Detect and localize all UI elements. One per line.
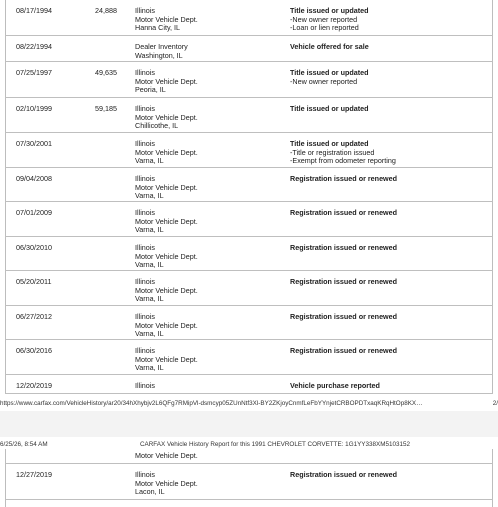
record-source	[135, 244, 198, 270]
table-row	[5, 98, 493, 133]
source-line: Motor Vehicle Dept.	[135, 182, 198, 192]
record-comments	[290, 105, 369, 114]
record-source	[135, 382, 155, 391]
record-comments	[290, 175, 397, 184]
record-date: 12/20/2019	[16, 381, 52, 390]
comment-title: Title issued or updated	[290, 104, 369, 113]
continuation-source: Motor Vehicle Dept.	[135, 451, 198, 460]
source-line: Varna, IL	[135, 363, 164, 373]
report-title: CARFAX Vehicle History Report for this 1991 CHEVROLET CORVETTE: 1G1YY338XM5103152	[140, 441, 410, 448]
table-row	[5, 464, 493, 500]
source-line: Illinois	[135, 312, 155, 321]
source-line: Chillicothe, IL	[135, 121, 179, 131]
source-line: Illinois	[135, 381, 155, 390]
record-odometer: 49,635	[95, 68, 117, 77]
table-row	[5, 168, 493, 202]
table-row	[5, 36, 493, 62]
record-source	[135, 209, 198, 235]
source-line: Motor Vehicle Dept.	[135, 216, 198, 226]
record-comments	[290, 209, 397, 218]
comment-title: Registration issued or renewed	[290, 470, 398, 479]
print-header	[0, 437, 498, 449]
table-row	[5, 237, 493, 271]
source-line: Motor Vehicle Dept.	[135, 320, 198, 330]
print-timestamp: 6/25/26, 8:54 AM	[0, 441, 48, 448]
source-line: Washington, IL	[135, 50, 183, 60]
source-line: Dealer Inventory	[135, 42, 188, 51]
table-row	[5, 340, 493, 375]
record-date: 07/01/2009	[16, 208, 52, 217]
record-date: 07/30/2001	[16, 139, 52, 148]
footer-page-number: 2/	[492, 400, 498, 407]
source-line: Illinois	[135, 243, 155, 252]
record-date: 08/22/1994	[16, 42, 52, 51]
comment-item: -New owner reported	[290, 76, 358, 86]
record-date: 09/04/2008	[16, 174, 52, 183]
comment-item: -Title or registration issued	[290, 147, 375, 157]
source-line: Varna, IL	[135, 329, 164, 339]
comment-title: Title issued or updated	[290, 6, 369, 15]
record-source	[135, 471, 198, 497]
record-source	[135, 105, 198, 131]
continuation-row	[5, 449, 493, 464]
source-line: Motor Vehicle Dept.	[135, 478, 198, 488]
source-line: Peoria, IL	[135, 85, 166, 95]
record-source	[135, 69, 198, 95]
record-source	[135, 43, 188, 60]
record-comments	[290, 69, 369, 86]
source-line: Illinois	[135, 346, 155, 355]
comment-title: Registration issued or renewed	[290, 277, 398, 286]
record-date: 02/10/1999	[16, 104, 52, 113]
source-line: Illinois	[135, 68, 155, 77]
footer-url[interactable]: https://www.carfax.com/VehicleHistory/ar20/34hXhybjv2L6QFg7RMipVl-dsmcyp05ZUnNtf3Xl-BY2ZKjoyCnmfLeFbYYnjetCRBOPDTxaqKRqHtOp8KX…	[0, 400, 423, 407]
source-line: Hanna City, IL	[135, 23, 181, 33]
comment-item: -Loan or lien reported	[290, 23, 359, 33]
comment-title: Registration issued or renewed	[290, 208, 398, 217]
comment-title: Title issued or updated	[290, 68, 369, 77]
record-source	[135, 7, 198, 33]
source-line: Motor Vehicle Dept.	[135, 251, 198, 261]
source-line: Illinois	[135, 470, 155, 479]
source-line: Varna, IL	[135, 260, 164, 270]
table-row	[5, 271, 493, 306]
record-odometer: 59,185	[95, 104, 117, 113]
source-line: Varna, IL	[135, 156, 164, 166]
comment-title: Registration issued or renewed	[290, 312, 398, 321]
record-source	[135, 140, 198, 166]
record-source	[135, 175, 198, 201]
record-source	[135, 278, 198, 304]
record-comments	[290, 140, 396, 166]
record-comments	[290, 43, 369, 52]
record-odometer: 24,888	[95, 6, 117, 15]
record-comments	[290, 471, 397, 480]
table-row	[5, 62, 493, 98]
source-line: Varna, IL	[135, 225, 164, 235]
record-date: 06/27/2012	[16, 312, 52, 321]
record-date: 12/27/2019	[16, 470, 52, 479]
comment-item: -Exempt from odometer reporting	[290, 156, 396, 166]
table-row	[5, 306, 493, 340]
record-comments	[290, 382, 380, 391]
record-comments	[290, 347, 397, 356]
comment-title: Registration issued or renewed	[290, 174, 398, 183]
source-line: Motor Vehicle Dept.	[135, 76, 198, 86]
record-comments	[290, 7, 369, 33]
table-row	[5, 0, 493, 36]
source-line: Illinois	[135, 139, 155, 148]
comment-title: Vehicle offered for sale	[290, 42, 369, 51]
source-line: Varna, IL	[135, 294, 164, 304]
table-row	[5, 202, 493, 237]
record-comments	[290, 244, 397, 253]
source-line: Illinois	[135, 208, 155, 217]
record-date: 08/17/1994	[16, 6, 52, 15]
source-line: Motor Vehicle Dept.	[135, 285, 198, 295]
record-comments	[290, 278, 397, 287]
comment-title: Registration issued or renewed	[290, 346, 398, 355]
record-source	[135, 313, 198, 339]
record-date: 06/30/2016	[16, 346, 52, 355]
source-line: Motor Vehicle Dept.	[135, 14, 198, 24]
record-date: 06/30/2010	[16, 243, 52, 252]
comment-title: Vehicle purchase reported	[290, 381, 380, 390]
source-line: Lacon, IL	[135, 487, 165, 497]
source-line: Illinois	[135, 174, 155, 183]
record-source	[135, 347, 198, 373]
record-date: 05/20/2011	[16, 277, 52, 286]
print-footer	[0, 397, 498, 411]
source-line: Motor Vehicle Dept.	[135, 112, 198, 122]
record-comments	[290, 313, 397, 322]
table-row	[5, 375, 493, 394]
source-line: Illinois	[135, 6, 155, 15]
comment-title: Title issued or updated	[290, 139, 369, 148]
source-line: Illinois	[135, 104, 155, 113]
comment-item: -New owner reported	[290, 14, 358, 24]
comment-title: Registration issued or renewed	[290, 243, 398, 252]
source-line: Motor Vehicle Dept.	[135, 354, 198, 364]
source-line: Illinois	[135, 277, 155, 286]
record-date: 07/25/1997	[16, 68, 52, 77]
page-break	[0, 411, 498, 437]
table-row	[5, 133, 493, 168]
source-line: Varna, IL	[135, 191, 164, 201]
source-line: Motor Vehicle Dept.	[135, 147, 198, 157]
